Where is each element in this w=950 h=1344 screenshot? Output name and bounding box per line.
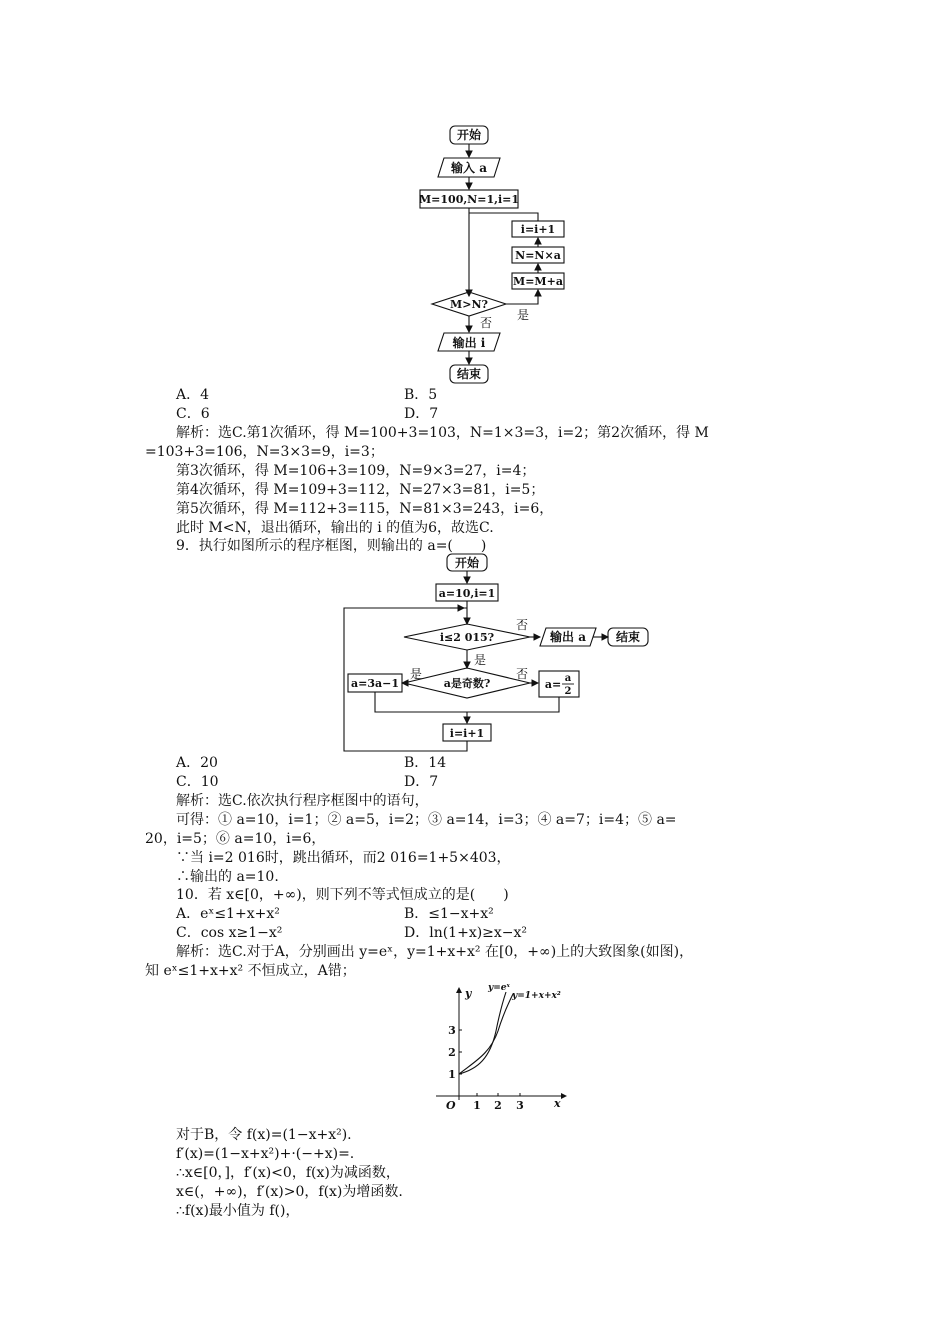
- fc2-yes-1: 是: [473, 653, 487, 667]
- fc2-odd-branch: a=3a−1: [351, 677, 399, 690]
- graph-curve-label-exp: y=eˣ: [488, 983, 510, 993]
- fc1-output: 输出 i: [452, 336, 486, 350]
- q10-solution-b-line: ∴x∈[0，]，f′(x)<0，f(x)为减函数，: [176, 1165, 400, 1181]
- fc2-even-branch-den: 2: [564, 686, 572, 697]
- fc1-yes: 是: [516, 308, 530, 322]
- q8-option-c: C．6: [176, 406, 210, 422]
- poly-curve: [459, 994, 513, 1074]
- graph-y-tick: 2: [448, 1046, 456, 1059]
- exp-curve: [459, 992, 506, 1074]
- fc2-output: 输出 a: [550, 630, 586, 644]
- q10-solution-line: 解析：选C.对于A，分别画出 y=eˣ，y=1+x+x² 在[0，+∞)上的大致图象(如图)，: [176, 944, 694, 960]
- fc2-decision-2: a是奇数?: [443, 677, 491, 690]
- q9-solution-line: ∴输出的 a=10.: [176, 869, 279, 885]
- q10-solution-b-line: ∴f(x)最小值为 f()，: [176, 1203, 300, 1219]
- fc2-end: 结束: [615, 630, 641, 644]
- fc2-no-2: 否: [515, 667, 529, 681]
- q10-solution-b-line: 对于B，令 f(x)=(1−x+x²).: [176, 1127, 352, 1143]
- graph-x-tick: 1: [473, 1099, 481, 1112]
- q9-option-d: D．7: [404, 774, 439, 790]
- fc2-decision-1: i≤2 015?: [439, 631, 495, 644]
- q9-question: 9．执行如图所示的程序框图，则输出的 a=( ): [176, 538, 487, 554]
- fc1-step-m: M=M+a: [513, 275, 563, 288]
- fc1-decision: M>N?: [450, 298, 488, 311]
- fc2-even-branch-num: a: [564, 673, 572, 684]
- graph-curve-label-poly: y=1+x+x²: [512, 991, 561, 1001]
- q8-solution-line: 第5次循环，得 M=112+3=115，N=81×3=243，i=6，: [176, 501, 554, 517]
- q9-option-a: A．20: [176, 755, 218, 771]
- graph-y-label: y: [465, 987, 472, 1000]
- q10-solution-b-line: f′(x)=(1−x+x²)+·(−+x)=.: [176, 1146, 355, 1162]
- q8-option-d: D．7: [404, 406, 439, 422]
- fc2-even-branch-lhs: a=: [544, 678, 562, 691]
- flowchart-2: [340, 552, 660, 754]
- q10-option-a: A．eˣ≤1+x+x²: [176, 906, 280, 922]
- q8-solution-line: =103+3=106，N=3×3=9，i=3；: [145, 444, 384, 460]
- graph-y-tick: 1: [448, 1068, 456, 1081]
- flowchart-1: [400, 122, 580, 387]
- q9-option-c: C．10: [176, 774, 219, 790]
- q10-question: 10．若 x∈[0，+∞)，则下列不等式恒成立的是( ): [176, 887, 509, 903]
- fc1-end: 结束: [456, 367, 482, 381]
- fc1-start: 开始: [456, 128, 482, 142]
- graph-origin: O: [446, 1099, 456, 1112]
- fc1-input: 输入 a: [451, 161, 487, 175]
- graph-y-tick: 3: [448, 1024, 456, 1037]
- fc1-step-n: N=N×a: [515, 249, 561, 262]
- fc2-no-1: 否: [515, 618, 529, 632]
- q8-option-a: A．4: [176, 387, 210, 403]
- q10-option-c: C．cos x≥1−x²: [176, 925, 283, 941]
- q9-solution-line: 可得：① a=10，i=1；② a=5，i=2；③ a=14，i=3；④ a=7；i=4；⑤ a=: [176, 812, 677, 828]
- fc2-increment: i=i+1: [449, 727, 485, 740]
- fc1-no: 否: [479, 316, 493, 330]
- fc1-init: M=100,N=1,i=1: [419, 193, 519, 206]
- fc2-start: 开始: [454, 556, 480, 570]
- q9-solution-line: ∵当 i=2 016时，跳出循环，而2 016=1+5×403，: [176, 850, 511, 866]
- q8-solution-line: 解析：选C.第1次循环，得 M=100+3=103，N=1×3=3，i=2；第2次循环，得 M: [176, 425, 709, 441]
- fc2-yes-2: 是: [409, 667, 423, 681]
- q10-solution-b-line: x∈(，+∞)，f′(x)>0，f(x)为增函数.: [176, 1184, 403, 1200]
- graph-x-label: x: [554, 1097, 561, 1110]
- graph-x-tick: 2: [494, 1099, 502, 1112]
- function-graph: [416, 976, 576, 1120]
- fc2-init: a=10,i=1: [438, 587, 496, 600]
- q8-solution-line: 第3次循环，得 M=106+3=109，N=9×3=27，i=4；: [176, 463, 536, 479]
- q10-option-b: B．≤1−x+x²: [404, 906, 494, 922]
- q10-option-d: D．ln(1+x)≥x−x²: [404, 925, 528, 941]
- fc1-step-i: i=i+1: [520, 223, 556, 236]
- q10-solution-line: 知 eˣ≤1+x+x² 不恒成立，A错；: [145, 963, 356, 979]
- graph-x-tick: 3: [516, 1099, 524, 1112]
- q8-solution-line: 第4次循环，得 M=109+3=112，N=27×3=81，i=5；: [176, 482, 545, 498]
- q8-option-b: B．5: [404, 387, 438, 403]
- q9-option-b: B．14: [404, 755, 447, 771]
- q9-solution-line: 20，i=5；⑥ a=10，i=6，: [145, 831, 326, 847]
- q9-solution-line: 解析：选C.依次执行程序框图中的语句，: [176, 793, 429, 809]
- q8-solution-line: 此时 M<N，退出循环，输出的 i 的值为6，故选C.: [176, 520, 494, 536]
